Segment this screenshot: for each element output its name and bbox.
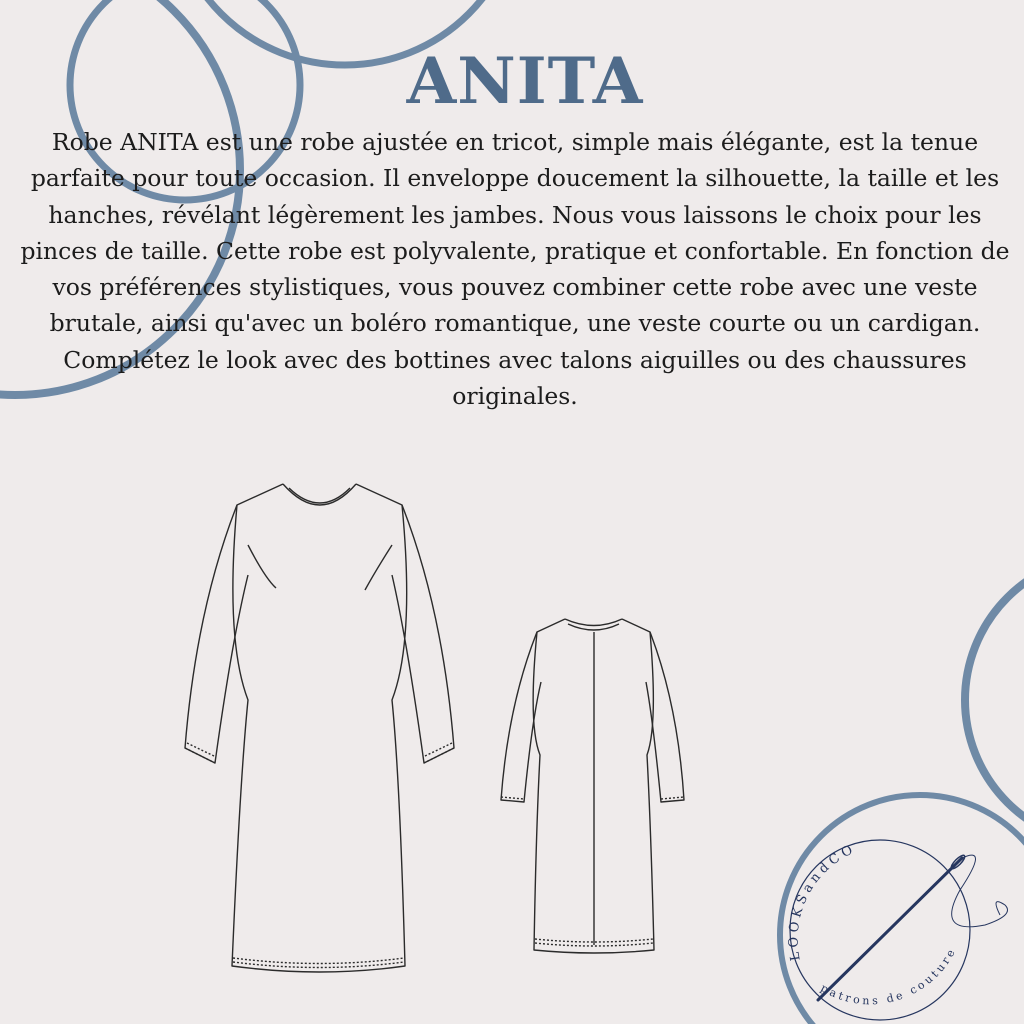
- dress-description: Robe ANITA est une robe ajustée en tricot, simple mais élégante, est la tenue parfaite pour toute occasion. Il enveloppe doucement la silhouette, la taille et les hanches, révélant légèrement les jambes. Nous vous laissons le choix pour les pinces de taille. Cette robe est polyvalente, pratique et confortable. En fonction de vos préférences stylistiques, vous pouvez combiner cette robe avec une veste brutale, ainsi qu'avec un boléro romantique, une veste courte ou un cardigan. Complétez le look avec des bottines avec talons aiguilles ou des chaussures originales.: [20, 128, 1010, 411]
- page-title: ANITA: [406, 44, 644, 119]
- logo-brand-text: LOOKSandCO: [786, 840, 859, 962]
- needle-icon: [818, 854, 1008, 1000]
- logo-tagline-text: patrons de couture: [818, 944, 959, 1008]
